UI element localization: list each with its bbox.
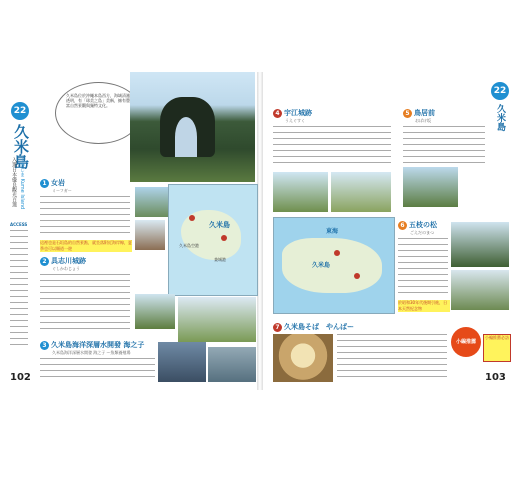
spot-3-name: 久米島海洋深層水開發 海之子 [51, 341, 145, 349]
recommend-badge: 小編推薦 [451, 327, 481, 357]
spot-7-description [337, 334, 447, 382]
intro-bubble [55, 82, 142, 144]
spot-6-photo-b [451, 270, 509, 310]
spot-6-description [398, 238, 448, 298]
spot-1-number: 1 [40, 179, 49, 188]
spot-2-description [40, 274, 130, 334]
spot-6-name: 五枝の松 [409, 221, 437, 229]
spot-5-name: 鳥居前 [414, 109, 435, 117]
right-map [273, 217, 395, 314]
chapter-number-badge: 22 [11, 102, 29, 120]
map-pin-icon [354, 273, 360, 279]
chapter-number-badge-right: 22 [491, 82, 509, 100]
spot-3-number: 3 [40, 341, 49, 350]
region-subtitle: 入選日本優良觀光百選 [11, 157, 17, 207]
map-sea-label: 東海 [326, 228, 339, 235]
right-page [263, 72, 510, 390]
spot-1-highlight: 這裡也是石垣島的自然景點，就坐落附近海岸線，夏季也可以順道一遊 [40, 240, 132, 251]
spot-3-photo-b [208, 347, 256, 382]
spot-4-name: 宇江城跡 [284, 109, 312, 117]
spot-6-kana: ごえだのまつ [410, 230, 434, 235]
region-title: 久米島 [12, 124, 30, 169]
spot-4-number: 4 [273, 109, 282, 118]
spot-5-description [403, 126, 485, 164]
spot-6-highlight: 於昭和30年代後期引進，日本天然紀念物 [398, 300, 450, 312]
spot-6-number: 6 [398, 221, 407, 230]
spot-7-heading [273, 322, 354, 332]
spot-5-photo [403, 167, 458, 207]
spot-2-number: 2 [40, 257, 49, 266]
spot-1-heading [40, 178, 65, 188]
map-port-label: 兼城港 [214, 257, 226, 262]
map-airport-label: 久米島空港 [179, 243, 199, 248]
spot-5-number: 5 [403, 109, 412, 118]
map-pin-icon [334, 250, 340, 256]
spot-2-photo-a [135, 294, 175, 329]
map-pin-icon [189, 215, 195, 221]
spot-2-kana: ぐしかわじょう [52, 266, 80, 271]
spot-1-photo-b [135, 220, 165, 250]
chapter-name-right: 久米島 [495, 104, 505, 131]
spot-5-heading [403, 108, 435, 118]
spot-3-description [40, 358, 155, 382]
map-pin-icon [221, 235, 227, 241]
access-label: ACCESS [10, 222, 28, 227]
spot-4-description [273, 126, 391, 168]
spot-1-kana: ミーフガー [52, 188, 72, 193]
access-text [10, 230, 28, 350]
spot-3-heading [40, 340, 144, 350]
page-number-right: 103 [485, 372, 506, 383]
map-island-label-right: 久米島 [312, 262, 331, 269]
left-page [10, 72, 257, 390]
spot-7-name: 久米島そば やんばー [284, 323, 354, 331]
left-sidebar [10, 102, 32, 387]
spot-1-name: 女岩 [51, 179, 65, 187]
rock-formation-photo [130, 72, 255, 182]
spot-6-heading [398, 220, 437, 230]
spot-5-kana: おばけ坂 [415, 118, 431, 123]
island-map [168, 184, 258, 296]
region-romaji: くめじま Kume Island [19, 157, 25, 210]
map-island-label: 久米島 [209, 221, 230, 229]
spot-4-photo-a [273, 172, 328, 212]
spot-1-description [40, 196, 130, 238]
spot-4-heading [273, 108, 312, 118]
spot-2-photo-b [178, 297, 256, 342]
spot-4-photo-b [331, 172, 391, 212]
intro-text: 久米島位於沖繩本島西方，海域清澈透明，有「球美之島」美稱，擁有豐富自然景觀與獨特文化。 [66, 93, 130, 108]
page-number-left: 102 [10, 372, 31, 383]
spot-3-photo-a [158, 342, 206, 382]
spot-7-number: 7 [273, 323, 282, 332]
spot-6-photo-a [451, 222, 509, 267]
spot-2-heading [40, 256, 86, 266]
spot-2-name: 具志川城跡 [51, 257, 86, 265]
note-badge: 小編推薦必訪 [483, 334, 511, 362]
spot-7-photo-noodle [273, 334, 333, 382]
spot-3-kana: 久米島海洋深層水開發 海之子 ～魚類養殖場 [52, 350, 131, 355]
spot-4-kana: うえぐすく [285, 118, 305, 123]
